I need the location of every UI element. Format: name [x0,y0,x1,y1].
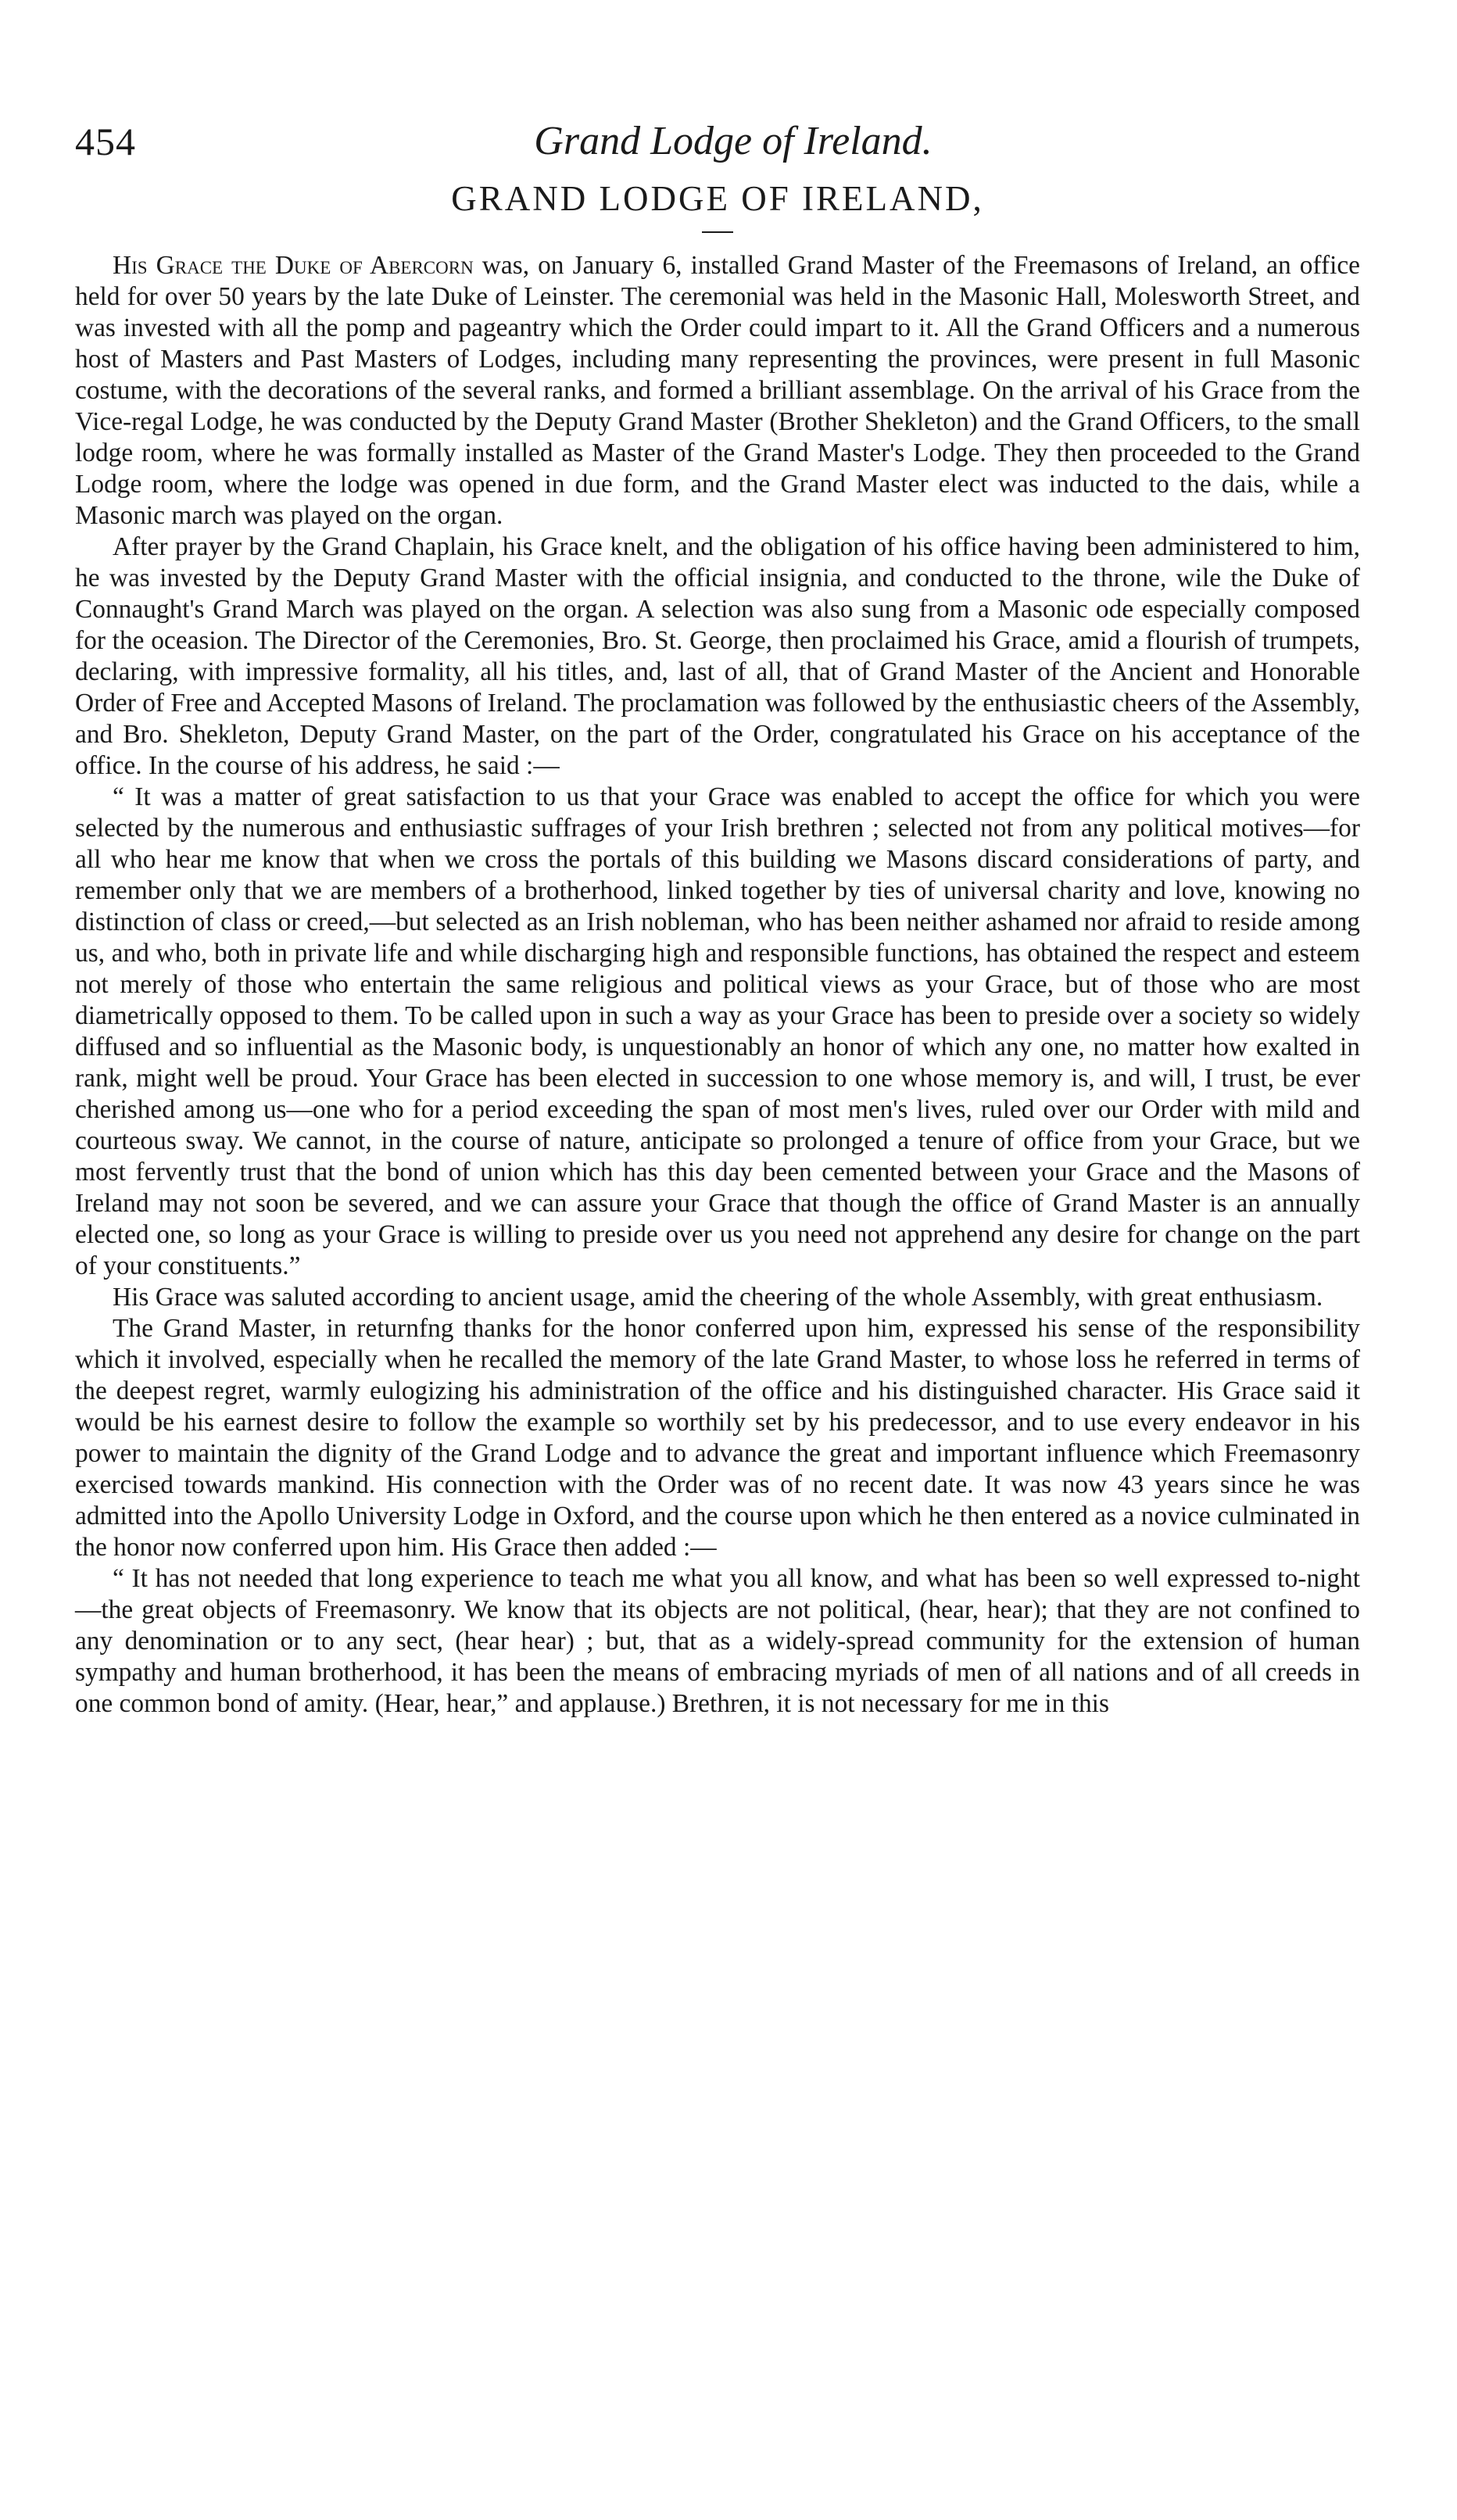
paragraph-text: was, on January 6, installed Grand Master of the Freemasons of Ireland, an office held for over 50 years by the late Duke of Leinster. The ceremonial was held in the Masonic Hall, Molesworth Street, and was invested with all the pomp and pageantry which the Order could impart to it. All the Grand Officers and a numerous host of Masters and Past Masters of Lodges, including many representing the provinces, were present in full Masonic costume, with the decorations of the several ranks, and formed a brilliant assemblage. On the arrival of his Grace from the Vice-regal Lodge, he was conducted by the Deputy Grand Master (Brother Shekleton) and the Grand Officers, to the small lodge room, where he was formally installed as Master of the Grand Master's Lodge. They then proceeded to the Grand Lodge room, where the lodge was opened in due form, and the Grand Master elect was inducted to the dais, while a Masonic march was played on the organ. [75,251,1360,530]
article-body [75,250,1360,1720]
paragraph-installation [75,250,1360,532]
paragraph-deputy-address: “ It was a matter of great satisfaction to us that your Grace was enabled to accept the office for which you were selected by the numerous and enthusiastic suffrages of your Irish brethren ; selected not from any political motives—for all who hear me know that when we cross the portals of this building we Masons discard considerations of party, and remember only that we are members of a brotherhood, linked together by ties of universal charity and love, knowing no distinction of class or creed,—but selected as an Irish nobleman, who has been neither ashamed nor afraid to reside among us, and who, both in private life and while discharging high and responsible functions, has obtained the respect and esteem not merely of those who entertain the same religious and political views as your Grace, but of those who are most diametrically opposed to them. To be called upon in such a way as your Grace has been to preside over a society so widely diffused and so influential as the Masonic body, is unquestionably an honor of which any one, no matter how exalted in rank, might well be proud. Your Grace has been elected in succession to one whose memory is, and will, I trust, be ever cherished among us—one who for a period exceeding the span of most men's lives, ruled over our Order with mild and courteous sway. We cannot, in the course of nature, anticipate so prolonged a tenure of office from your Grace, but we most fervently trust that the bond of union which has this day been cemented between your Grace and the Masons of Ireland may not soon be severed, and we can assure your Grace that though the office of Grand Master is an annually elected one, so long as your Grace is willing to preside over us you need not apprehend any desire for change on the part of your constituents.” [75,782,1360,1280]
paragraph-salute: His Grace was saluted according to ancient usage, amid the cheering of the whole Assembly, with great enthusiasm. [113,1283,1323,1312]
document-page [75,117,1360,1720]
page-number: 454 [75,120,136,163]
running-header [75,117,1360,175]
article-title: GRAND LODGE OF IRELAND, [451,179,984,218]
title-divider [702,231,733,233]
paragraph-investiture: After prayer by the Grand Chaplain, his Grace knelt, and the obligation of his office having been administered to him, he was invested by the Deputy Grand Master with the official insignia, and conducted to the throne, wile the Duke of Connaught's Grand March was played on the organ. A selection was also sung from a Masonic ode especially composed for the oceasion. The Director of the Ceremonies, Bro. St. George, then proclaimed his Grace, amid a flourish of trumpets, declaring, with impressive formality, all his titles, and, last of all, that of Grand Master of the Ancient and Honorable Order of Free and Accepted Masons of Ireland. The proclamation was followed by the enthusiastic cheers of the Assembly, and Bro. Shekleton, Deputy Grand Master, on the part of the Order, congratulated his Grace on his acceptance of the office. In the course of his address, he said :— [75,532,1360,780]
lead-in-smallcaps: His Grace the Duke of Abercorn [113,251,474,280]
running-title: Grand Lodge of Ireland. [534,119,933,163]
paragraph-grand-master-reply: The Grand Master, in returnfng thanks for the honor conferred upon him, expressed his sense of the responsibility which it involved, especially when he recalled the memory of the late Grand Master, to whose loss he referred in terms of the deepest regret, warmly eulogizing his administration of the office and his distinguished character. His Grace said it would be his earnest desire to follow the example so worthily set by his predecessor, and to use every endeavor in his power to maintain the dignity of the Grand Lodge and to advance the great and important influence which Freemasonry exercised towards mankind. His connection with the Order was of no recent date. It was now 43 years since he was admitted into the Apollo University Lodge in Oxford, and the course upon which he then entered as a novice culminated in the honor now conferred upon him. His Grace then added :— [75,1314,1360,1562]
paragraph-grand-master-speech: “ It has not needed that long experience to teach me what you all know, and what has been so well expressed to-night—the great objects of Freemasonry. We know that its objects are not political, (hear, hear); that they are not confined to any denomination or to any sect, (hear hear) ; but, that as a widely-spread community for the extension of human sympathy and human brotherhood, it has been the means of embracing myriads of men of all nations and of all creeds in one common bond of amity. (Hear, hear,” and applause.) Brethren, it is not necessary for me in this [75,1564,1360,1718]
